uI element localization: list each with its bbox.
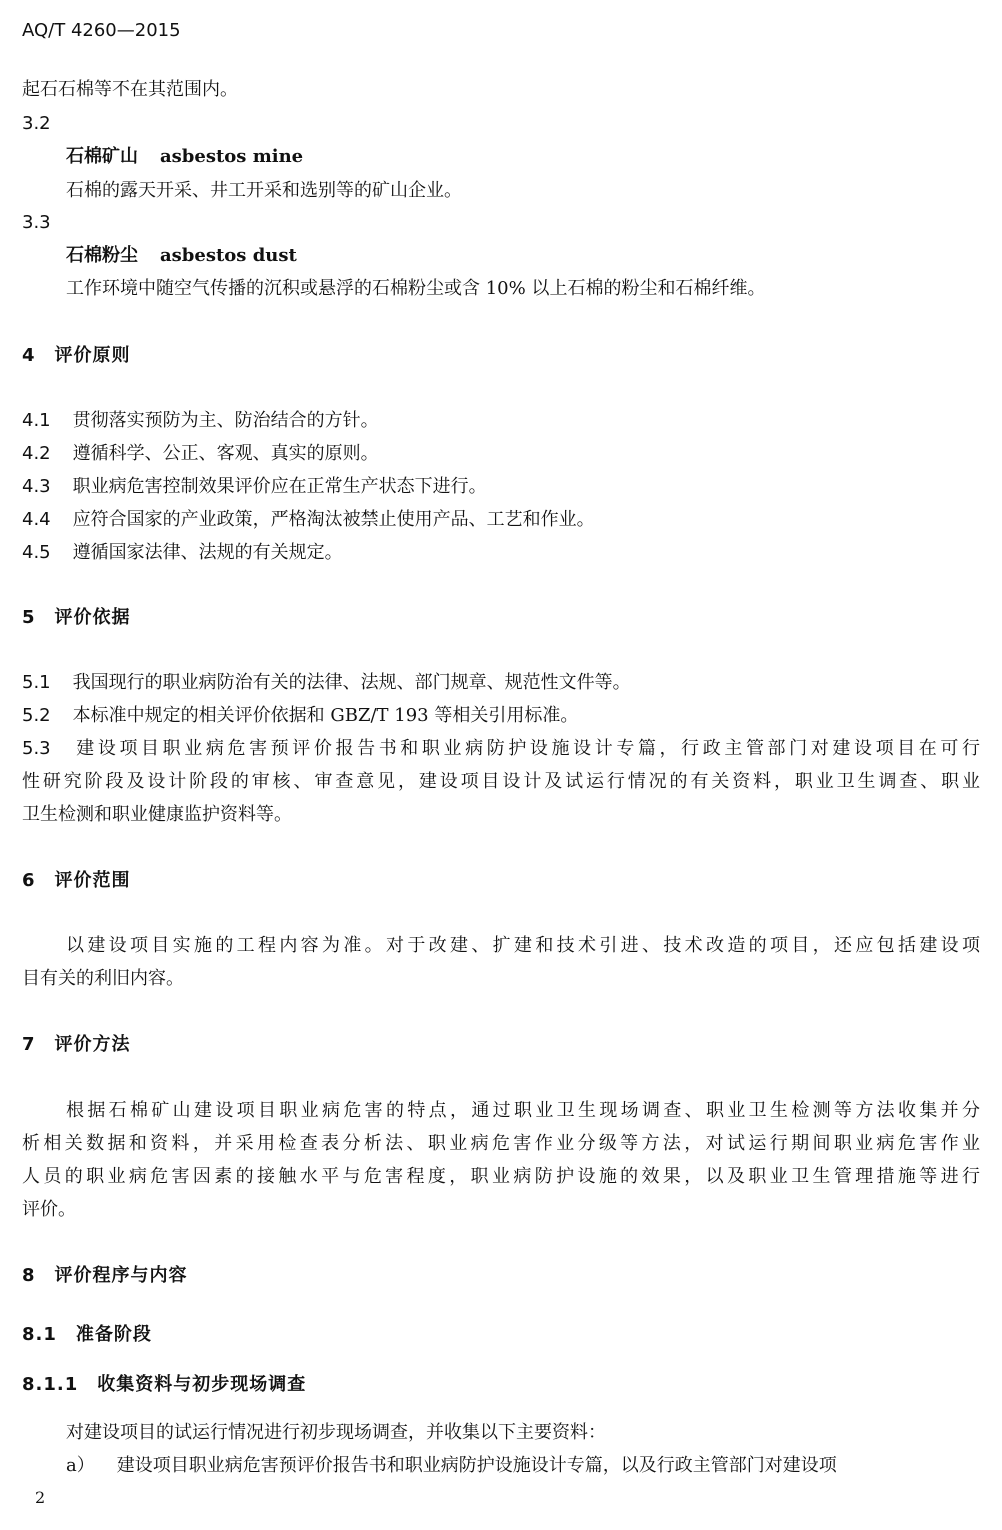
- section-7-para-line-2: 析相关数据和资料，并采用检查表分析法、职业病危害作业分级等方法，对试运行期间职业病危害作业: [22, 1133, 980, 1154]
- clause-4-4: [22, 509, 595, 531]
- list-item-text: 建设项目职业病危害预评价报告书和职业病防护设施设计专篇，以及行政主管部门对建设项: [116, 1455, 837, 1476]
- list-item-a: [66, 1455, 837, 1477]
- clause-3-2-number: 3.2: [22, 113, 51, 134]
- clause-3-2-definition: 石棉的露天开采、井工开采和选别等的矿山企业。: [66, 180, 462, 201]
- clause-8-1-1-heading: 8.1.1 收集资料与初步现场调查: [22, 1374, 307, 1395]
- clause-text: 建设项目职业病危害预评价报告书和职业病防护设施设计专篇，行政主管部门对建设项目在可行: [72, 738, 980, 759]
- section-4-heading: 4 评价原则: [22, 345, 131, 366]
- clause-text: 我国现行的职业病防治有关的法律、法规、部门规章、规范性文件等。: [72, 672, 631, 693]
- term-en: asbestos mine: [160, 146, 304, 167]
- term-cn: 石棉粉尘: [66, 245, 138, 266]
- clause-text: 应符合国家的产业政策，严格淘汰被禁止使用产品、工艺和作业。: [72, 509, 595, 530]
- clause-5-2: [22, 705, 578, 727]
- clause-number: 5.1: [22, 672, 51, 693]
- clause-3-2-term: [66, 146, 303, 168]
- clause-text: 职业病危害控制效果评价应在正常生产状态下进行。: [72, 476, 487, 497]
- clause-text: 贯彻落实预防为主、防治结合的方针。: [72, 410, 379, 431]
- section-6-heading: 6 评价范围: [22, 870, 131, 891]
- clause-3-3-term: [66, 245, 297, 267]
- clause-number: 4.2: [22, 443, 51, 464]
- page-number: 2: [35, 1488, 46, 1507]
- section-8-heading: 8 评价程序与内容: [22, 1265, 188, 1286]
- clause-8-1-1-intro: 对建设项目的试运行情况进行初步现场调查，并收集以下主要资料：: [66, 1422, 606, 1443]
- section-6-para-line-1: 以建设项目实施的工程内容为准。对于改建、扩建和技术引进、技术改造的项目，还应包括建设项: [66, 935, 980, 956]
- section-7-para-line-3: 人员的职业病危害因素的接触水平与危害程度，职业病防护设施的效果，以及职业卫生管理措施等进行: [22, 1166, 980, 1187]
- clause-4-1: [22, 410, 379, 432]
- section-7-heading: 7 评价方法: [22, 1034, 131, 1055]
- term-cn: 石棉矿山: [66, 146, 138, 167]
- clause-5-3-line-2: 性研究阶段及设计阶段的审核、审查意见，建设项目设计及试运行情况的有关资料，职业卫生调查、职业: [22, 771, 980, 792]
- clause-text: 本标准中规定的相关评价依据和 GBZ/T 193 等相关引用标准。: [72, 705, 579, 726]
- clause-text: 遵循国家法律、法规的有关规定。: [72, 542, 343, 563]
- clause-5-1: [22, 672, 631, 694]
- section-7-para-line-1: 根据石棉矿山建设项目职业病危害的特点，通过职业卫生现场调查、职业卫生检测等方法收集并分: [66, 1100, 980, 1121]
- clause-number: 5.2: [22, 705, 51, 726]
- clause-5-3: [22, 738, 980, 760]
- clause-4-5: [22, 542, 343, 564]
- clause-4-2: [22, 443, 379, 465]
- clause-4-3: [22, 476, 487, 498]
- clause-5-3-line-3: 卫生检测和职业健康监护资料等。: [22, 804, 292, 825]
- clause-number: 4.4: [22, 509, 51, 530]
- clause-number: 4.3: [22, 476, 51, 497]
- standard-code: AQ/T 4260—2015: [22, 20, 181, 41]
- section-7-para-line-4: 评价。: [22, 1199, 76, 1220]
- term-en: asbestos dust: [160, 245, 297, 266]
- clause-3-3-definition: 工作环境中随空气传播的沉积或悬浮的石棉粉尘或含 10% 以上石棉的粉尘和石棉纤维。: [66, 278, 766, 299]
- clause-8-1-heading: 8.1 准备阶段: [22, 1324, 152, 1345]
- continued-definition: 起石石棉等不在其范围内。: [22, 79, 238, 100]
- clause-number: 4.5: [22, 542, 51, 563]
- clause-number: 5.3: [22, 738, 51, 759]
- clause-text: 遵循科学、公正、客观、真实的原则。: [72, 443, 379, 464]
- clause-number: 4.1: [22, 410, 51, 431]
- section-5-heading: 5 评价依据: [22, 607, 131, 628]
- clause-3-3-number: 3.3: [22, 212, 51, 233]
- list-item-label: a）: [66, 1455, 95, 1476]
- section-6-para-line-2: 目有关的利旧内容。: [22, 968, 184, 989]
